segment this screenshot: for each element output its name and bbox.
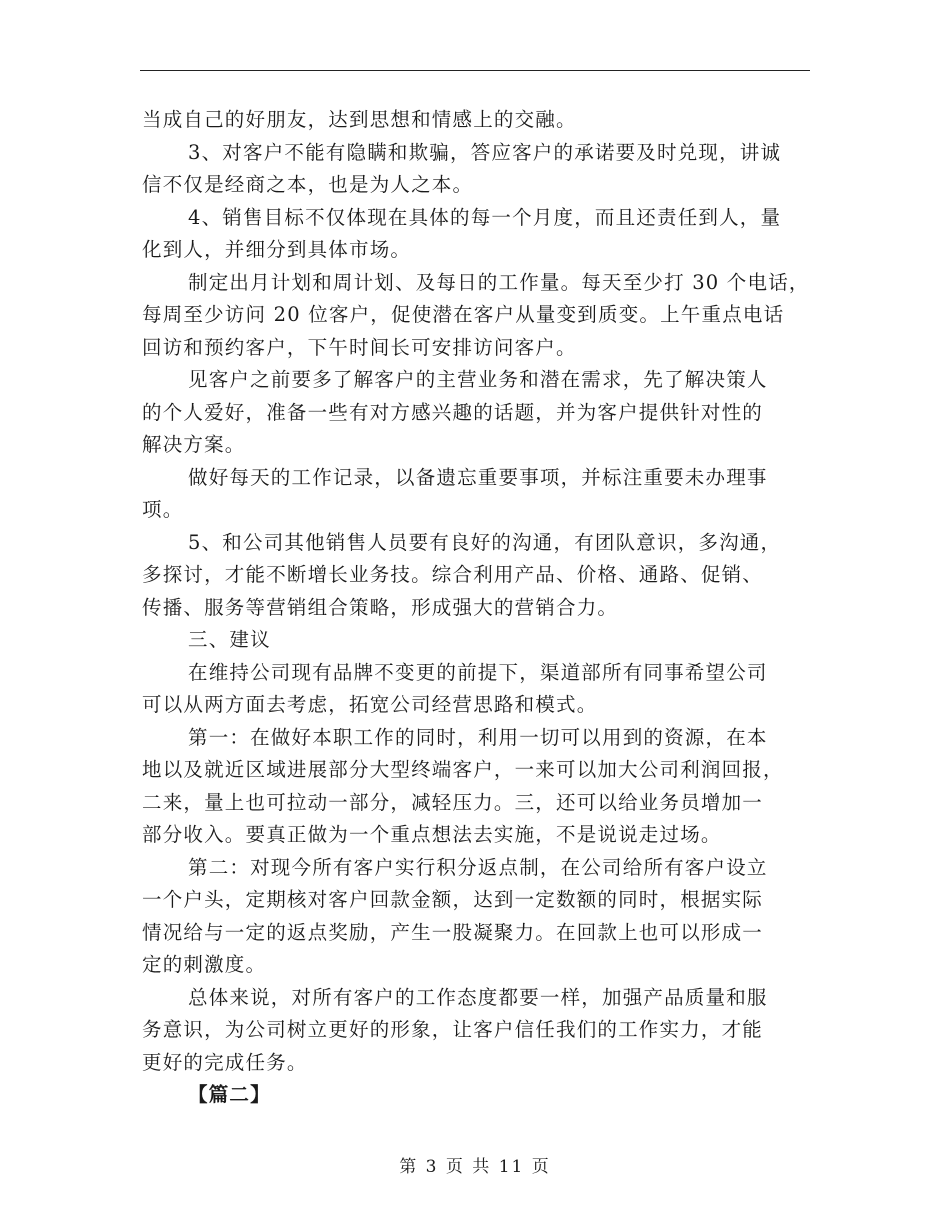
text-line-13: 项。: [142, 498, 184, 521]
text-line-3: 信不仅是经商之本，也是为人之本。: [142, 173, 474, 196]
text-line-27: 定的刺激度。: [142, 953, 267, 976]
text-line-22: 二来，量上也可拉动一部分，减轻压力。三，还可以给业务员增加一: [142, 790, 764, 814]
text-line-7: 每周至少访问 20 位客户，促使潜在客户从量变到质变。上午重点电话: [142, 303, 785, 326]
text-line-6: 制定出月计划和周计划、及每日的工作量。每天至少打 30 个电话，: [188, 270, 810, 294]
text-line-24: 第二：对现今所有客户实行积分返点制，在公司给所有客户设立: [188, 855, 768, 879]
text-line-18: 在维持公司现有品牌不变更的前提下，渠道部所有同事希望公司: [188, 660, 768, 684]
text-line-30: 更好的完成任务。: [142, 1050, 308, 1074]
text-line-8: 回访和预约客户，下午时间长可安排访问客户。: [142, 335, 577, 359]
text-line-21: 地以及就近区域进展部分大型终端客户，一来可以加大公司利润回报，: [142, 758, 784, 781]
text-line-26: 情况给与一定的返点奖励，产生一股凝聚力。在回款上也可以形成一: [142, 920, 764, 944]
text-line-10: 的个人爱好，准备一些有对方感兴趣的话题，并为客户提供针对性的: [142, 400, 764, 424]
text-line-28: 总体来说，对所有客户的工作态度都要一样，加强产品质量和服: [188, 985, 768, 1009]
text-line-12: 做好每天的工作记录，以备遗忘重要事项，并标注重要未办理事: [188, 465, 768, 489]
text-line-16: 传播、服务等营销组合策略，形成强大的营销合力。: [142, 595, 619, 619]
header-rule: [140, 70, 810, 71]
text-line-2: 3、对客户不能有隐瞒和欺骗，答应客户的承诺要及时兑现，讲诚: [188, 140, 782, 164]
body-text: [142, 104, 812, 1112]
text-line-11: 解决方案。: [142, 433, 246, 456]
text-line-20: 第一：在做好本职工作的同时，利用一切可以用到的资源，在本: [188, 725, 768, 749]
text-line-15: 多探讨，才能不断增长业务技。综合利用产品、价格、通路、促销、: [142, 563, 764, 586]
section-heading-part-two: 【篇二】: [188, 1083, 271, 1106]
text-line-14: 5、和公司其他销售人员要有良好的沟通，有团队意识，多沟通，: [188, 530, 782, 554]
text-line-1: 当成自己的好朋友，达到思想和情感上的交融。: [142, 108, 577, 131]
text-line-29: 务意识，为公司树立更好的形象，让客户信任我们的工作实力，才能: [142, 1018, 764, 1041]
text-line-9: 见客户之前要多了解客户的主营业务和潜在需求，先了解决策人: [188, 368, 768, 391]
text-line-23: 部分收入。要真正做为一个重点想法去实施，不是说说走过场。: [142, 823, 722, 846]
text-line-5: 化到人，并细分到具体市场。: [142, 238, 412, 261]
page-number-footer: 第 3 页 共 11 页: [399, 1157, 551, 1177]
text-line-19: 可以从两方面去考虑，拓宽公司经营思路和模式。: [142, 693, 598, 716]
text-line-25: 一个户头，定期核对客户回款金额，达到一定数额的同时，根据实际: [142, 888, 764, 911]
text-line-4: 4、销售目标不仅体现在具体的每一个月度，而且还责任到人，量: [188, 205, 782, 229]
section-heading-suggestions: 三、建议: [188, 628, 271, 651]
